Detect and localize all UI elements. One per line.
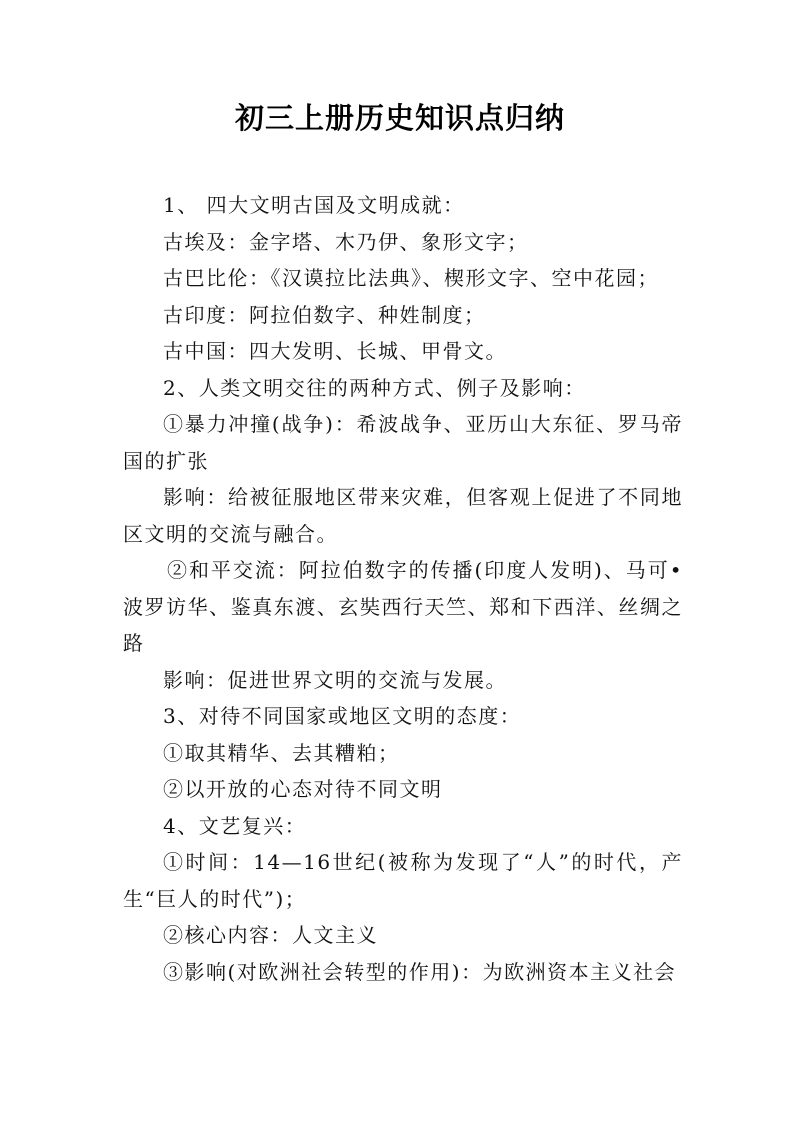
paragraph-peaceful-exchange: ②和平交流：阿拉伯数字的传播(印度人发明)、马可•波罗访华、鉴真东渡、玄奘西行天竺、郑和下西洋、丝绸之路 (123, 558, 683, 655)
paragraph-heading-3: 3、对待不同国家或地区文明的态度： (163, 704, 522, 728)
document-body (123, 187, 683, 990)
document-title: 初三上册历史知识点归纳 (234, 101, 565, 135)
paragraph-violent-contact: ①暴力冲撞(战争)：希波战争、亚历山大东征、罗马帝国的扩张 (123, 412, 683, 473)
paragraph-peaceful-impact: 影响：促进世界文明的交流与发展。 (163, 667, 507, 692)
paragraph-babylon: 古巴比伦：《汉谟拉比法典》、楔形文字、空中花园； (163, 266, 659, 290)
paragraph-india: 古印度：阿拉伯数字、种姓制度； (163, 302, 486, 327)
paragraph-heading-1: 1、 四大文明古国及文明成就： (163, 193, 465, 217)
paragraph-egypt: 古埃及：金字塔、木乃伊、象形文字； (163, 229, 529, 254)
paragraph-heading-2: 2、人类文明交往的两种方式、例子及影响： (163, 375, 586, 400)
paragraph-heading-4: 4、文艺复兴： (163, 813, 307, 838)
paragraph-violent-impact: 影响：给被征服地区带来灾难，但客观上促进了不同地区文明的交流与融合。 (123, 485, 683, 546)
paragraph-renaissance-core: ②核心内容：人文主义 (163, 923, 378, 947)
paragraph-china: 古中国：四大发明、长城、甲骨文。 (163, 339, 507, 363)
paragraph-attitude-2: ②以开放的心态对待不同文明 (163, 777, 443, 801)
paragraph-renaissance-impact: ③影响(对欧洲社会转型的作用)：为欧洲资本主义社会 (163, 959, 677, 984)
paragraph-renaissance-time: ①时间：14—16世纪(被称为发现了“人”的时代，产生“巨人的时代”)； (123, 850, 683, 911)
paragraph-attitude-1: ①取其精华、去其糟粕； (163, 740, 400, 765)
